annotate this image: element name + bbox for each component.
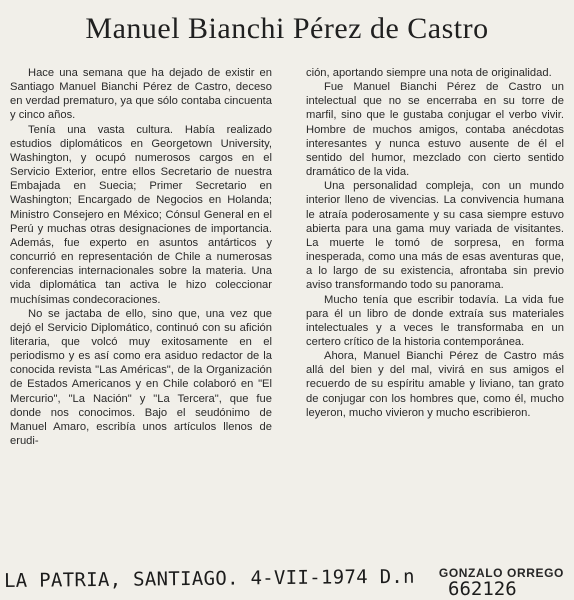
- author-signature: GONZALO ORREGO: [438, 566, 564, 580]
- left-column: [10, 66, 272, 448]
- paragraph: Ahora, Manuel Bianchi Pérez de Castro más allá del bien y del mal, vivirá en sus amigos el recuerdo de su espíritu amable y liviano, tan grato de conjugar con los hombres que, como él, mucho leyeron, mucho vivieron y mucho escribieron.: [306, 350, 564, 419]
- paragraph: Mucho tenía que escribir todavía. La vida fue para él un libro de donde extraía sus materiales intelectuales y a veces le transformaba en un certero crítico de la historia contemporánea.: [306, 293, 564, 348]
- handwritten-code: 662126: [448, 578, 517, 600]
- article-title: Manuel Bianchi Pérez de Castro: [85, 12, 489, 45]
- right-column: [306, 66, 564, 420]
- paragraph: Fue Manuel Bianchi Pérez de Castro un intelectual que no se encerraba en su torre de marfil, sino que le gustaba conjugar el verbo vivir. Hombre de muchos amigos, contaba anécdotas interesantes y nunca estuvo ausente de él el sentido del humor, mezclado con cierto sentido dramático de la vida.: [306, 81, 564, 179]
- handwritten-source-note: LA PATRIA, SANTIAGO. 4-VII-1974 D.n: [3, 565, 415, 592]
- paragraph: Tenía una vasta cultura. Había realizado estudios diplomáticos en Georgetown University, Washington, y ocupó numerosos cargos en el Servicio Exterior, entre ellos Secretario de nuestra Embajada en Suecia; Primer Secretario en Washington; Encargado de Negocios en Holanda; Ministro Consejero en México; Cónsul General en el Perú y muchas otras designaciones de importancia. Además, fue experto en asuntos antárticos y concurrió en representación de Chile a numerosas conferencias internacionales sobre la materia. Una vida diplomática tan activa le hizo coleccionar muchísimas condecoraciones.: [10, 123, 272, 306]
- paragraph: Una personalidad compleja, con un mundo interior lleno de vivencias. La convivencia humana le atraía poderosamente y su casa siempre estuvo abierta para una gama muy variada de visitantes. La muerte le tomó de sorpresa, en forma inesperada, como una más de esas aventuras que, a lo largo de su existencia, afrontaba sin previo aviso transformando todo su panorama.: [306, 180, 564, 292]
- paragraph: No se jactaba de ello, sino que, una vez que dejó el Servicio Diplomático, continuó con su afición literaria, que volcó muy exitosamente en el periodismo y es así como era asiduo redactor de la conocida revista "Las Américas", de la Organización de Estados Americanos y en Chile colaboró en "El Mercurio", "La Nación" y "La Tercera", que fue donde nos conocimos. Bajo el seudónimo de Manuel Amaro, escribía unos artículos llenos de erudi-: [10, 307, 272, 448]
- paragraph-continuation: ción, aportando siempre una nota de originalidad.: [306, 67, 552, 79]
- paragraph: Hace una semana que ha dejado de existir en Santiago Manuel Bianchi Pérez de Castro, deceso en verdad prematuro, ya que sólo contaba cincuenta y cinco años.: [10, 67, 272, 122]
